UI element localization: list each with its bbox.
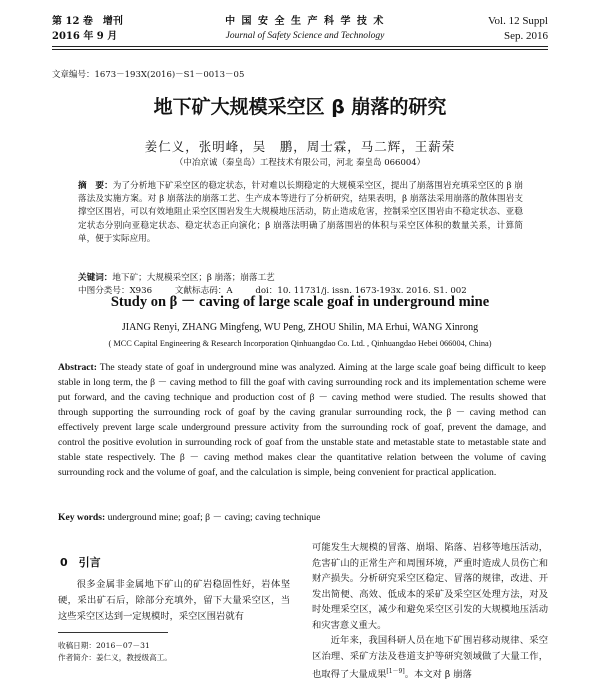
paragraph-text: 近年来，我国科研人员在地下矿围岩移动规律、采空区治理、采矿方法及巷道支护等研究领域做了大量工作，也取得了大量成果	[312, 635, 548, 681]
citation: [1－9]	[386, 668, 405, 675]
authors-cn: 姜仁义，张明峰，吴 鹏，周士霖，马二辉，王薪荣	[144, 139, 456, 154]
affiliation-cn: （中冶京诚（秦皇岛）工程技术有限公司，河北 秦皇岛 066004）	[174, 158, 426, 168]
volume-en: Vol. 12 Suppl	[487, 15, 548, 27]
paragraph-text: 。本文对 β 崩落	[404, 669, 472, 681]
affiliation-en: ( MCC Capital Engineering & Research Incorporation Qinhuangdao Co. Ltd. , Qinhuangdao Hebei 066004, China)	[108, 339, 492, 348]
author-intro: 作者简介：姜仁义，教授级高工。	[58, 653, 172, 662]
doi: doi：10. 11731/j. issn. 1673-193x. 2016. S1. 002	[255, 286, 467, 296]
header-right	[488, 14, 548, 44]
keywords-en-label: Key words:	[58, 512, 106, 523]
volume-cn: 第 12 卷 增刊	[52, 16, 123, 27]
body-left-column: 很多金属非金属地下矿山的矿岩稳固性好，岩体坚硬，采出矿石后，除部分充填外，留下大量采空区，当这些采空区达到一定规模时，采空区围岩就有	[58, 579, 290, 622]
abstract-en-label: Abstract:	[58, 362, 97, 373]
paragraph: 可能发生大规模的冒落、崩塌、陷落、岩移等地压活动，危害矿山的正常生产和周围环境，严重时造成人员伤亡和财产损失。分析研究采空区稳定、冒落的规律，改进、开发出简便、高效、低成本的采矿及采空区处理方法，对及时处理采空区，减少和避免采空区引发的大规模地压活动和灾害意义重大。	[312, 542, 548, 631]
journal-title-en: Journal of Safety Science and Technology	[225, 31, 385, 41]
keywords-en	[58, 509, 546, 523]
header-rule	[52, 46, 548, 47]
abstract-cn	[78, 180, 523, 246]
keywords-cn-label: 关键词：	[78, 273, 113, 283]
clc-number: 中图分类号：X936	[78, 286, 153, 296]
page-title-cn: 地下矿大规模采空区 β 崩落的研究	[153, 96, 447, 118]
abstract-cn-text: 为了分析地下矿采空区的稳定状态，针对难以长期稳定的大规模采空区，提出了崩落围岩充填采空区的 β 崩落法及实施方案。对 β 崩落法的崩落工艺、生产成本等进行了分析研究，结果表明，β 崩落法采用崩落的散体围岩支撑空区围岩，可以有效地阻止采空区围岩发生大规模地压活动，防止造成危害，控制采空区围岩由不稳定状态、亚稳定状态分别向亚稳定状态、稳定状态正向演化；β 崩落法明确了崩落围岩的体积与采空区体积的数量关系，计算简单，便于实际应用。	[78, 181, 523, 244]
body-right-column	[312, 540, 548, 683]
footnote	[58, 640, 172, 664]
document-code: 文献标志码：A	[174, 286, 233, 296]
section-heading: 0 引言	[60, 556, 101, 569]
abstract-en-text: The steady state of goaf in underground mine was analyzed. Aiming at the large scale goaf being difficult to keep stable in long term, the β － caving method to fill the goaf with caving surrounding rock and its implementation scheme were put forward, and the caving technique and production cost of β － caving method were studied. The results showed that through supporting the surrounding rock of goaf by the caving granular surrounding rock, the β － caving method can effectively prevent large scale underground pressure activity from the surrounding rock of goaf, prevent the damage, and control the positive evolution in surrounding rock of goaf from the unstable state and metastable state to metastable state and stable state respectively. The β － caving method makes clear the quantitative relation between the volume of caving surrounding rock and the volume of goaf, and the calculation is simple, being convenient for practical application.	[58, 362, 546, 478]
date-en: Sep. 2016	[504, 30, 548, 42]
article-number: 文章编号：1673－193X(2016)－S1－0013－05	[52, 70, 245, 80]
authors-en: JIANG Renyi, ZHANG Mingfeng, WU Peng, ZHOU Shilin, MA Erhui, WANG Xinrong	[121, 322, 479, 333]
header-center	[190, 14, 420, 44]
paragraph	[312, 633, 548, 683]
footnote-rule	[58, 632, 168, 633]
keywords-cn-text: 地下矿；大规模采空区；β 崩落；崩落工艺	[112, 273, 275, 283]
journal-title-cn: 中 国 安 全 生 产 科 学 技 术	[225, 16, 385, 27]
keywords-en-text: underground mine; goaf; β － caving; caving technique	[107, 512, 321, 523]
page-title-en: Study on β － caving of large scale goaf in underground mine	[110, 294, 490, 310]
header-left	[52, 14, 123, 44]
header-rule-2	[52, 49, 548, 50]
abstract-cn-label: 摘 要：	[78, 181, 113, 191]
date-cn: 2016 年 9 月	[52, 31, 118, 42]
received-date: 收稿日期：2016－07－31	[58, 641, 150, 650]
abstract-en	[58, 360, 546, 480]
